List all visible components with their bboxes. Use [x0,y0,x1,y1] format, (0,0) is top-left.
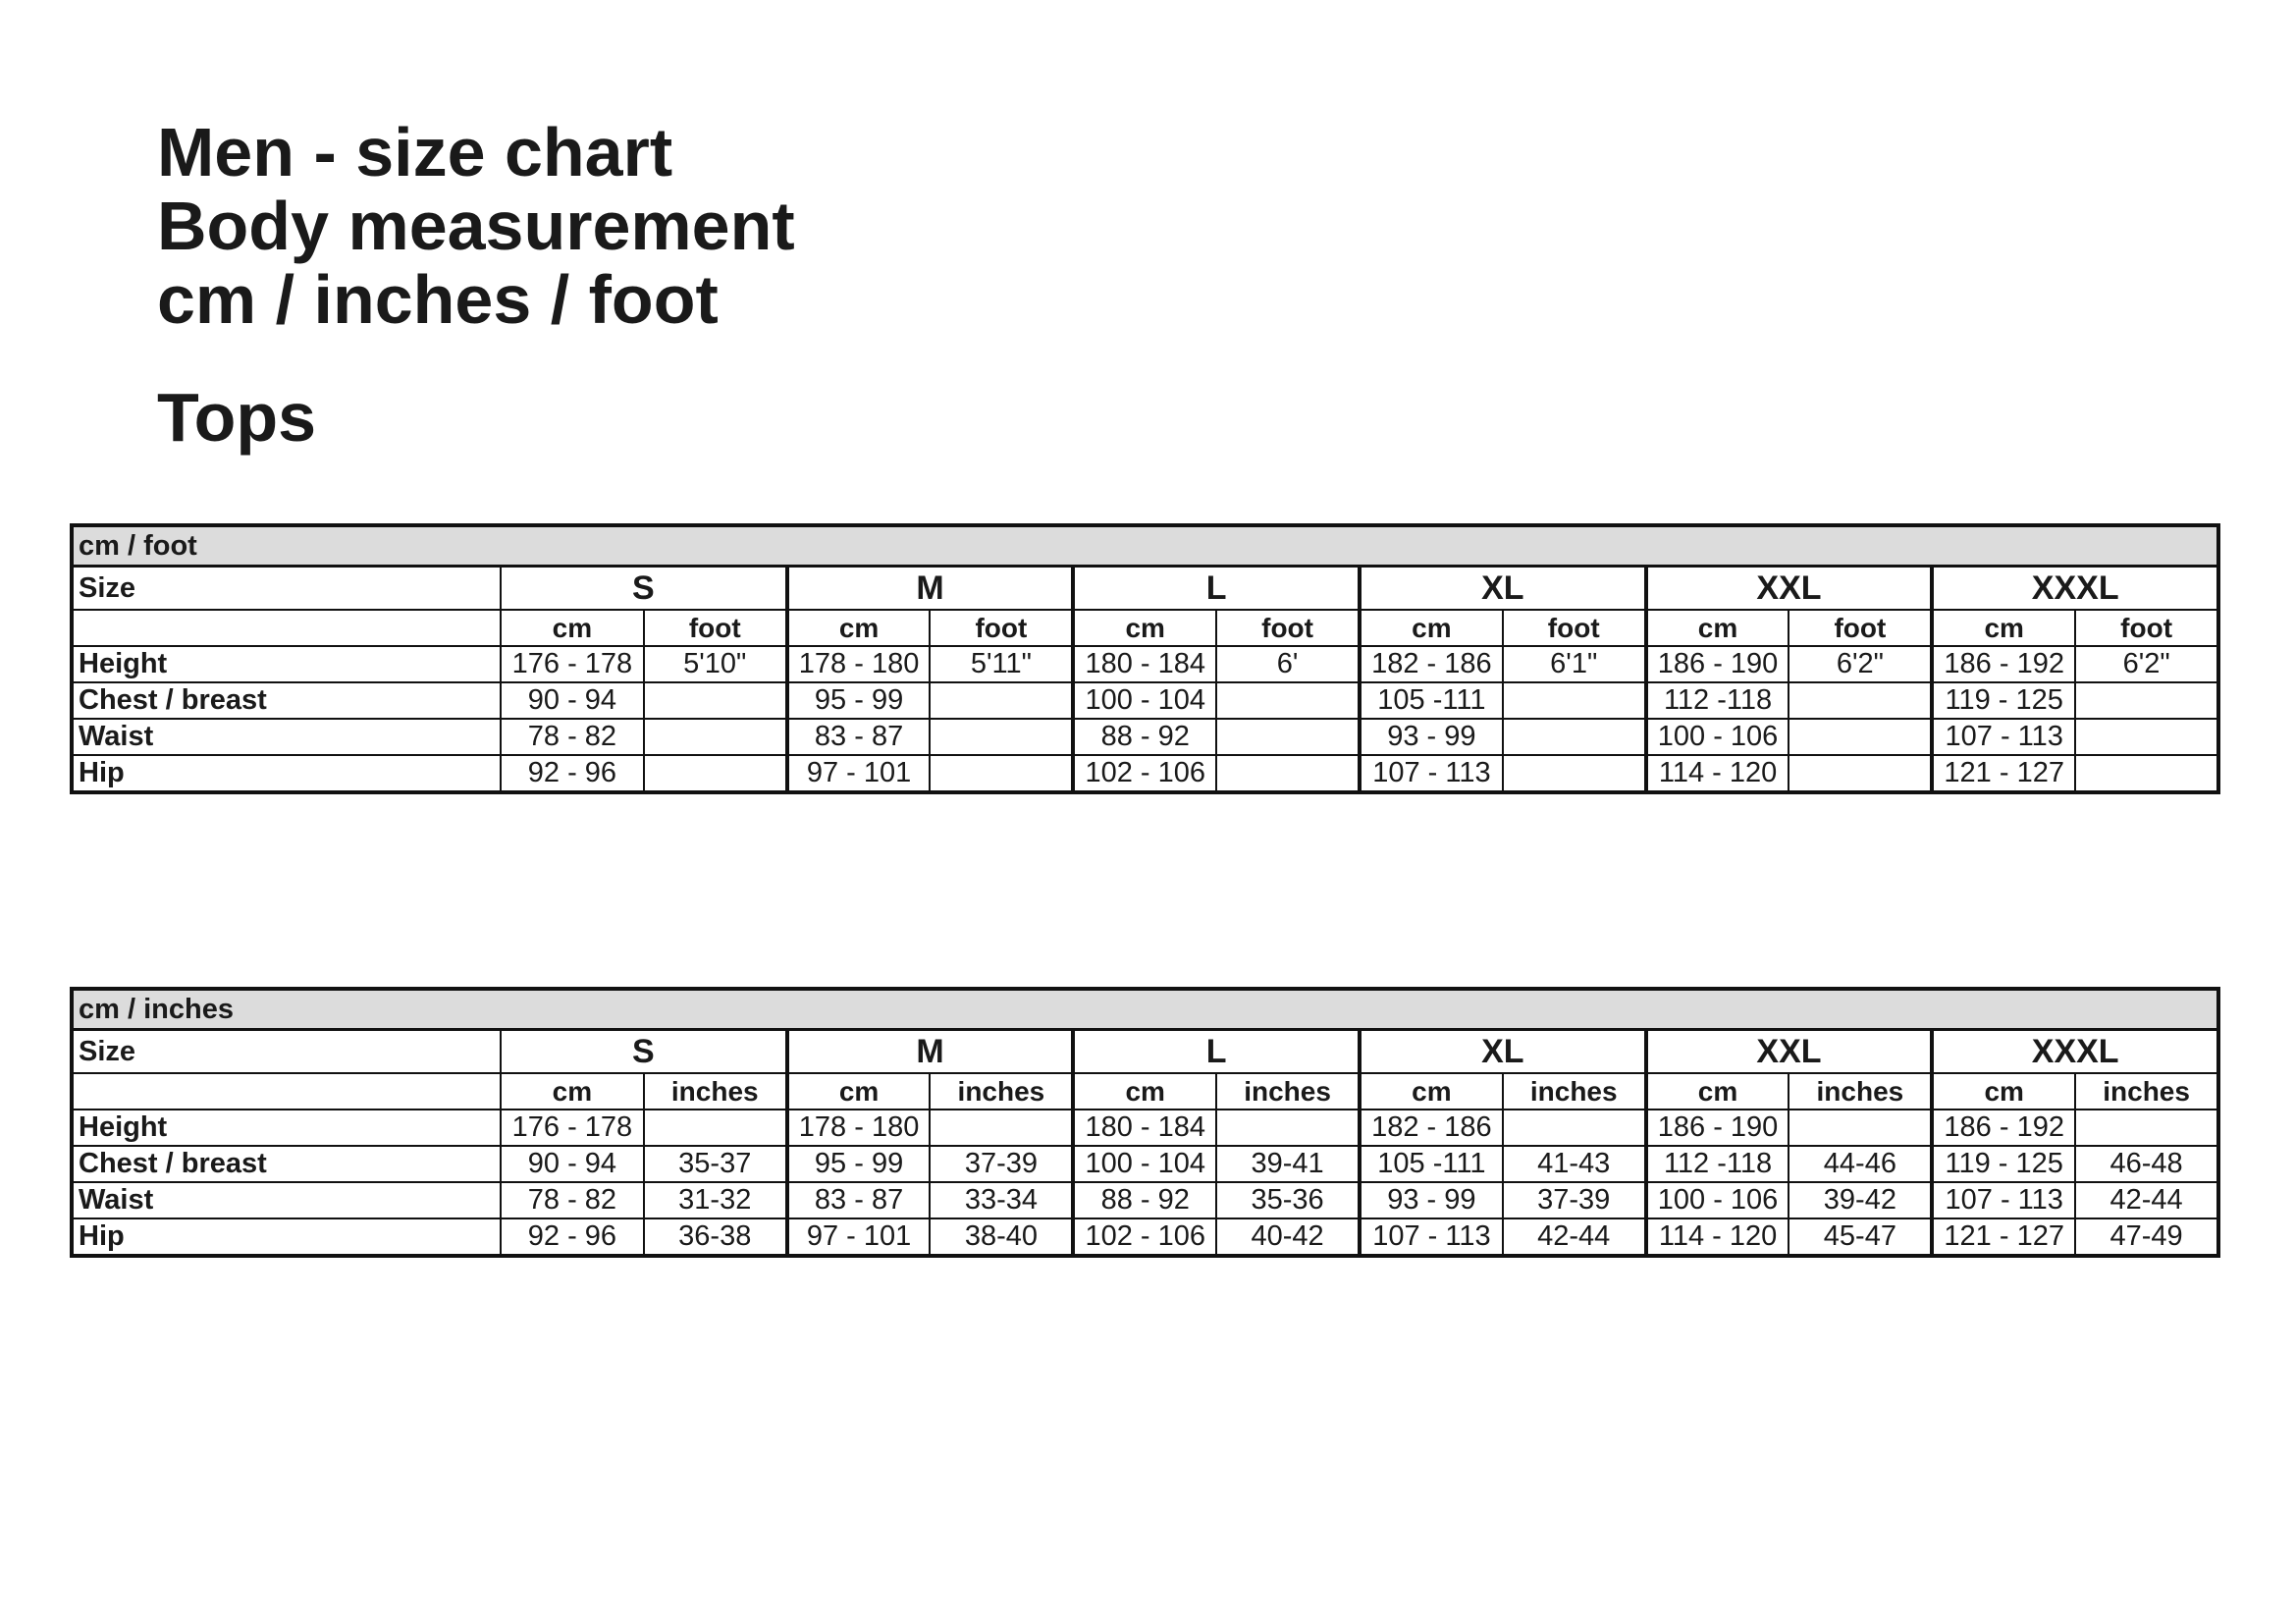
size-label: Size [72,567,501,611]
size-header-xxl: XXL [1646,1030,1933,1074]
table-cell [2075,755,2218,792]
table-cell: 37-39 [930,1146,1073,1182]
unit-header-inches: inches [930,1073,1073,1110]
table-cell: 119 - 125 [1932,1146,2075,1182]
table-cell: 31-32 [644,1182,787,1218]
unit-header-inches: inches [644,1073,787,1110]
table-cell [930,719,1073,755]
table-cell: 78 - 82 [501,719,644,755]
table-row [72,1146,2218,1182]
row-label: Hip [72,755,501,792]
table-cell: 83 - 87 [787,719,931,755]
table-cell: 114 - 120 [1646,755,1789,792]
table-cell: 186 - 192 [1932,646,2075,682]
table-row [72,719,2218,755]
table-cell: 6' [1216,646,1360,682]
table-cell [2075,682,2218,719]
table-cell: 107 - 113 [1932,719,2075,755]
table-cell: 93 - 99 [1360,719,1503,755]
table-cell: 105 -111 [1360,1146,1503,1182]
table-cell: 114 - 120 [1646,1218,1789,1256]
table-cell [1789,719,1932,755]
table-cell: 100 - 106 [1646,719,1789,755]
table-cell [1216,755,1360,792]
size-table-cm-foot [70,523,2220,794]
table-caption-row [72,525,2218,567]
table-cell: 92 - 96 [501,755,644,792]
table-cell [644,682,787,719]
unit-header-blank [72,610,501,646]
size-header-s: S [501,1030,787,1074]
table-cell [1216,719,1360,755]
table-cell: 178 - 180 [787,646,931,682]
unit-header-inches: inches [1503,1073,1646,1110]
size-header-xxxl: XXXL [1932,1030,2218,1074]
row-label: Height [72,1110,501,1146]
table-caption-row [72,989,2218,1030]
table-cell [1216,1110,1360,1146]
size-header-s: S [501,567,787,611]
unit-header-cm: cm [1646,1073,1789,1110]
table-cell: 36-38 [644,1218,787,1256]
table-cell [1503,682,1646,719]
unit-header-inches: inches [1216,1073,1360,1110]
table-cell [2075,1110,2218,1146]
table-cell: 121 - 127 [1932,1218,2075,1256]
table-row [72,1110,2218,1146]
table-cell: 90 - 94 [501,1146,644,1182]
table-cell [644,755,787,792]
table-cell: 100 - 104 [1073,1146,1216,1182]
table-cell: 93 - 99 [1360,1182,1503,1218]
size-header-l: L [1073,1030,1360,1074]
unit-header-foot: foot [2075,610,2218,646]
table-cell: 186 - 190 [1646,1110,1789,1146]
table-cell: 44-46 [1789,1146,1932,1182]
table-cell: 182 - 186 [1360,1110,1503,1146]
table-cell: 35-37 [644,1146,787,1182]
page-header [157,116,795,337]
unit-header-cm: cm [501,1073,644,1110]
table-cell [644,719,787,755]
table-cell: 42-44 [1503,1218,1646,1256]
table-cell: 88 - 92 [1073,1182,1216,1218]
table-cell: 5'11" [930,646,1073,682]
table-cell: 180 - 184 [1073,646,1216,682]
unit-header-foot: foot [930,610,1073,646]
page-title: Men - size chart [157,114,673,190]
table-cell: 176 - 178 [501,646,644,682]
size-header-xl: XL [1360,567,1646,611]
table-row [72,1218,2218,1256]
unit-header-cm: cm [1360,1073,1503,1110]
unit-header-cm: cm [787,610,931,646]
table-cell: 102 - 106 [1073,755,1216,792]
size-table-cm-inches [70,987,2220,1258]
unit-header-foot: foot [1503,610,1646,646]
size-header-row [72,567,2218,611]
page-subtitle: Body measurement [157,188,795,264]
table-row [72,755,2218,792]
table-cell: 186 - 190 [1646,646,1789,682]
table-cell [644,1110,787,1146]
table-cell: 38-40 [930,1218,1073,1256]
table-cell [1789,1110,1932,1146]
table-cell: 47-49 [2075,1218,2218,1256]
size-header-xl: XL [1360,1030,1646,1074]
unit-subtitle: cm / inches / foot [157,261,719,338]
table-cell: 182 - 186 [1360,646,1503,682]
table-cell [2075,719,2218,755]
unit-header-row [72,610,2218,646]
table-cell: 39-41 [1216,1146,1360,1182]
table-cell: 95 - 99 [787,1146,931,1182]
unit-header-foot: foot [1789,610,1932,646]
table-cell: 42-44 [2075,1182,2218,1218]
unit-header-cm: cm [1360,610,1503,646]
table-cell: 39-42 [1789,1182,1932,1218]
table-cell [1789,682,1932,719]
table-cell: 107 - 113 [1360,1218,1503,1256]
table-cell [930,755,1073,792]
row-label: Waist [72,1182,501,1218]
row-label: Hip [72,1218,501,1256]
table-cell: 97 - 101 [787,755,931,792]
table-cell: 100 - 104 [1073,682,1216,719]
table-cell: 97 - 101 [787,1218,931,1256]
table-cell: 6'2" [2075,646,2218,682]
table-cell: 6'2" [1789,646,1932,682]
table-caption: cm / inches [72,989,2218,1030]
table-cell: 45-47 [1789,1218,1932,1256]
table-cell: 107 - 113 [1932,1182,2075,1218]
table-cell: 102 - 106 [1073,1218,1216,1256]
unit-header-inches: inches [2075,1073,2218,1110]
table-row [72,1182,2218,1218]
table-cell: 107 - 113 [1360,755,1503,792]
unit-header-cm: cm [1073,610,1216,646]
table-cell: 41-43 [1503,1146,1646,1182]
table-cell: 105 -111 [1360,682,1503,719]
size-label: Size [72,1030,501,1074]
unit-header-cm: cm [1073,1073,1216,1110]
unit-header-cm: cm [501,610,644,646]
unit-header-foot: foot [1216,610,1360,646]
table-cell: 100 - 106 [1646,1182,1789,1218]
size-header-xxxl: XXXL [1932,567,2218,611]
table-cell [1789,755,1932,792]
unit-header-foot: foot [644,610,787,646]
unit-header-inches: inches [1789,1073,1932,1110]
table-row [72,646,2218,682]
table-cell: 46-48 [2075,1146,2218,1182]
table-cell: 180 - 184 [1073,1110,1216,1146]
unit-header-cm: cm [1646,610,1789,646]
unit-header-cm: cm [1932,610,2075,646]
table-cell [1503,1110,1646,1146]
table-cell: 112 -118 [1646,1146,1789,1182]
table-cell: 121 - 127 [1932,755,2075,792]
table-cell: 178 - 180 [787,1110,931,1146]
table-cell: 37-39 [1503,1182,1646,1218]
row-label: Height [72,646,501,682]
table-caption: cm / foot [72,525,2218,567]
table-cell [1216,682,1360,719]
size-header-xxl: XXL [1646,567,1933,611]
table-cell: 78 - 82 [501,1182,644,1218]
table-cell: 176 - 178 [501,1110,644,1146]
table-cell [930,1110,1073,1146]
table-cell: 112 -118 [1646,682,1789,719]
unit-header-blank [72,1073,501,1110]
unit-header-row [72,1073,2218,1110]
table-cell: 186 - 192 [1932,1110,2075,1146]
table-cell: 92 - 96 [501,1218,644,1256]
table-cell: 88 - 92 [1073,719,1216,755]
table-cell [1503,755,1646,792]
table-cell [1503,719,1646,755]
table-cell: 5'10" [644,646,787,682]
row-label: Chest / breast [72,682,501,719]
table-cell: 90 - 94 [501,682,644,719]
unit-header-cm: cm [787,1073,931,1110]
table-cell: 35-36 [1216,1182,1360,1218]
table-row [72,682,2218,719]
table-cell: 33-34 [930,1182,1073,1218]
size-header-m: M [787,567,1074,611]
section-title: Tops [157,379,317,456]
row-label: Chest / breast [72,1146,501,1182]
unit-header-cm: cm [1932,1073,2075,1110]
size-header-l: L [1073,567,1360,611]
table-cell: 119 - 125 [1932,682,2075,719]
size-header-m: M [787,1030,1074,1074]
table-cell: 6'1" [1503,646,1646,682]
size-header-row [72,1030,2218,1074]
table-cell: 40-42 [1216,1218,1360,1256]
table-cell [930,682,1073,719]
table-cell: 83 - 87 [787,1182,931,1218]
table-cell: 95 - 99 [787,682,931,719]
row-label: Waist [72,719,501,755]
